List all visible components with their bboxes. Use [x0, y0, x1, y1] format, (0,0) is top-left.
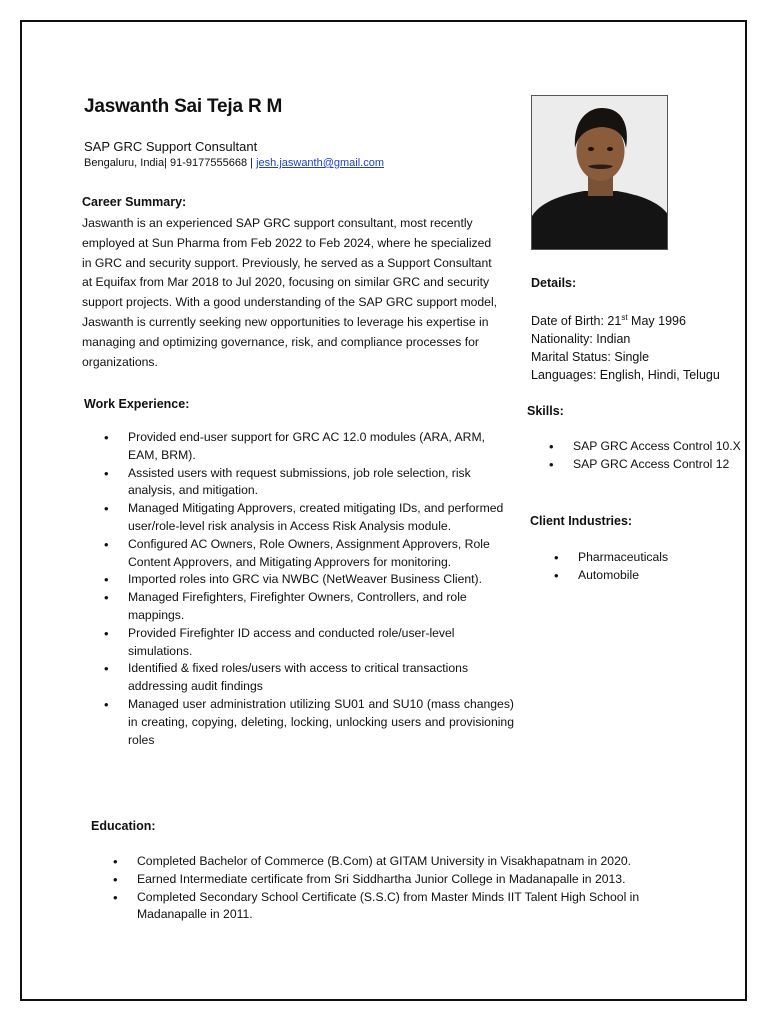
list-item: • Managed user administration utilizing SU01 and SU10 (mass changes) in creating, copying, deleting, locking, unlocking users and provisioning roles — [82, 696, 514, 749]
skills-list — [527, 438, 742, 474]
list-item: • Managed Firefighters, Firefighter Owners, Controllers, and role mappings. — [82, 589, 514, 625]
contact-line — [84, 157, 384, 169]
languages: Languages: English, Hindi, Telugu — [531, 368, 720, 383]
nationality: Nationality: Indian — [531, 332, 631, 347]
list-item: • Identified & fixed roles/users with access to critical transactions addressing audit findings — [82, 660, 514, 696]
skills-heading: Skills: — [527, 404, 564, 418]
work-experience-heading: Work Experience: — [84, 397, 190, 411]
resume-page — [20, 20, 747, 1001]
job-title: SAP GRC Support Consultant — [84, 139, 258, 154]
details-heading: Details: — [531, 276, 577, 290]
list-item: • Provided Firefighter ID access and conducted role/user-level simulations. — [82, 625, 514, 661]
list-item: • Provided end-user support for GRC AC 12.0 modules (ARA, ARM, EAM, BRM). — [82, 429, 514, 465]
career-summary-text: Jaswanth is an experienced SAP GRC support consultant, most recently employed at Sun Pharma from Feb 2022 to Feb 2024, where he specialized in GRC and security support. Previously, he served as a Support Consultant at Equifax from Mar 2018 to Jul 2020, focusing on similar GRC and security support projects. With a good understanding of the SAP GRC support model, Jaswanth is currently seeking new opportunities to leverage his expertise in managing and optimizing governance, risk, and compliance processes for organizations. — [82, 216, 498, 369]
list-item: • SAP GRC Access Control 10.X — [527, 438, 742, 456]
career-summary-heading: Career Summary: — [82, 195, 187, 209]
date-of-birth: Date of Birth: 21st May 1996 — [531, 313, 686, 329]
list-item: • Managed Mitigating Approvers, created mitigating IDs, and performed user/role-level risk analysis in Access Risk Analysis module. — [82, 500, 514, 536]
list-item: • Completed Secondary School Certificate (S.S.C) from Master Minds IIT Talent High School in Madanapalle in 2011. — [91, 889, 701, 925]
contact-location-phone: Bengaluru, India| 91-9177555668 | — [84, 157, 257, 169]
education-list — [91, 853, 701, 924]
list-item: • Completed Bachelor of Commerce (B.Com) at GITAM University in Visakhapatnam in 2020. — [91, 853, 701, 871]
list-item: • Automobile — [532, 567, 732, 585]
work-experience-list — [82, 429, 514, 749]
details-block — [531, 309, 720, 384]
list-item: • Imported roles into GRC via NWBC (NetWeaver Business Client). — [82, 571, 514, 589]
list-item: • Configured AC Owners, Role Owners, Assignment Approvers, Role Content Approvers, and Mitigating Approvers for monitoring. — [82, 536, 514, 572]
education-heading: Education: — [91, 819, 156, 833]
client-industries-heading: Client Industries: — [530, 514, 633, 528]
email-link[interactable]: jesh.jaswanth@gmail.com — [256, 157, 385, 169]
list-item: • SAP GRC Access Control 12 — [527, 456, 742, 474]
profile-photo — [531, 95, 668, 250]
client-industries-list — [532, 549, 732, 585]
candidate-name: Jaswanth Sai Teja R M — [84, 96, 283, 117]
list-item: • Assisted users with request submissions, job role selection, risk analysis, and mitigation. — [82, 465, 514, 501]
profile-photo-graphic — [532, 96, 668, 250]
list-item: • Earned Intermediate certificate from Sri Siddhartha Junior College in Madanapalle in 2013. — [91, 871, 701, 889]
list-item: • Pharmaceuticals — [532, 549, 732, 567]
marital-status: Marital Status: Single — [531, 350, 650, 365]
